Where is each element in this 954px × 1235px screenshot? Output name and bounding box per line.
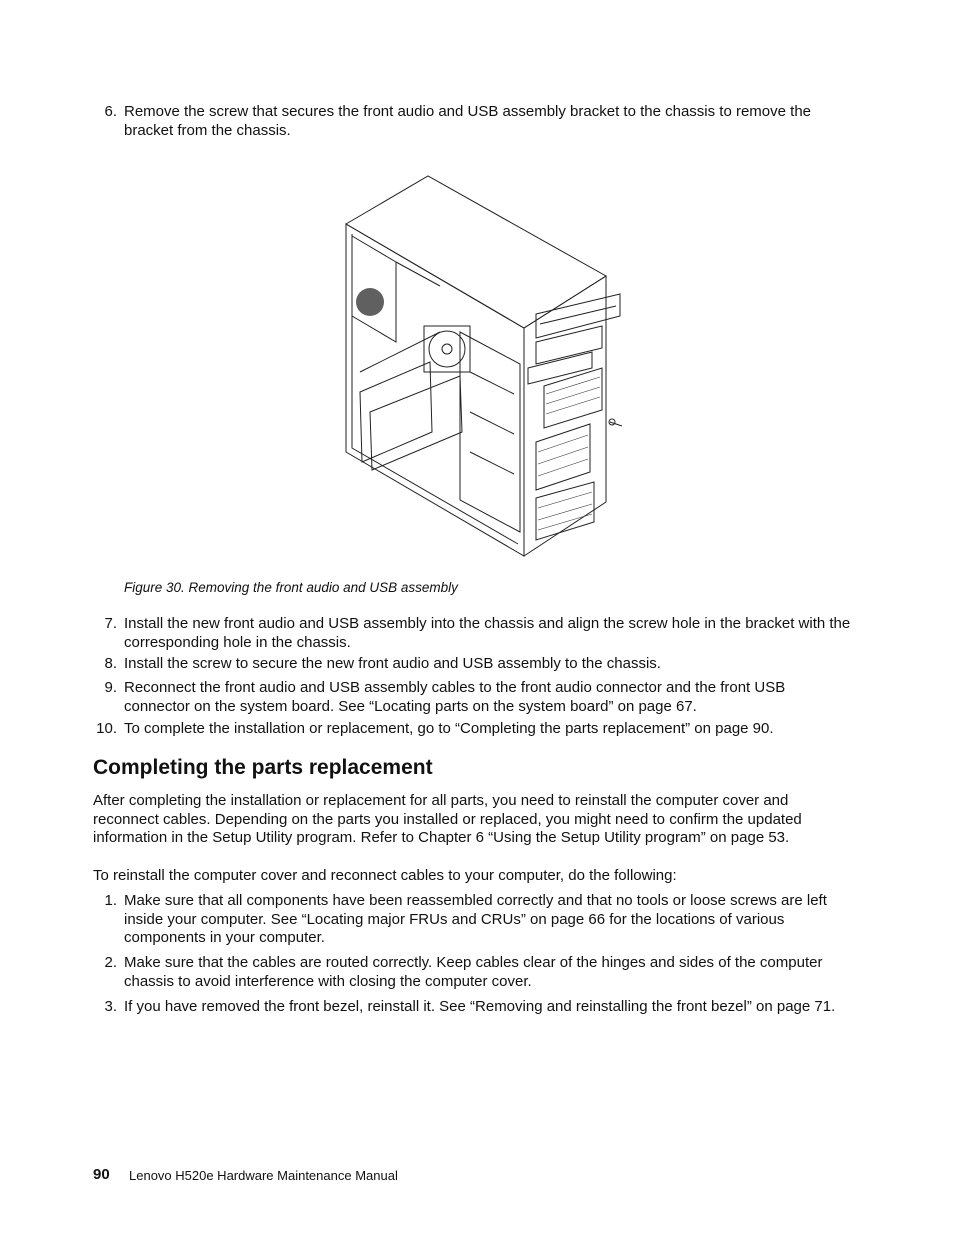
step-number: 8.	[104, 655, 117, 672]
step-number: 3.	[104, 998, 117, 1015]
page-number: 90	[93, 1166, 110, 1183]
step-number: 1.	[104, 892, 117, 909]
step-text: To complete the installation or replacement, go to “Completing the parts replacement” on page 90.	[124, 720, 774, 737]
section-heading: Completing the parts replacement	[93, 756, 433, 779]
reinstall-step-3	[93, 998, 853, 1017]
step-number: 6.	[104, 103, 117, 120]
manual-title: Lenovo H520e Hardware Maintenance Manual	[129, 1168, 398, 1183]
step-text: Reconnect the front audio and USB assembly cables to the front audio connector and the front USB connector on the system board. See “Locating parts on the system board” on page 67.	[124, 679, 786, 715]
step-text: Remove the screw that secures the front audio and USB assembly bracket to the chassis to remove the bracket from the chassis.	[124, 103, 812, 139]
step-8	[93, 655, 853, 674]
step-9	[93, 679, 853, 716]
step-number: 9.	[104, 679, 117, 696]
step-number: 7.	[104, 615, 117, 632]
step-text: Make sure that the cables are routed correctly. Keep cables clear of the hinges and sides of the computer chassis to avoid interference with closing the computer cover.	[124, 954, 823, 990]
section-lead: To reinstall the computer cover and reconnect cables to your computer, do the following:	[93, 867, 677, 884]
step-text: If you have removed the front bezel, reinstall it. See “Removing and reinstalling the front bezel” on page 71.	[124, 998, 836, 1015]
step-text: Install the new front audio and USB assembly into the chassis and align the screw hole in the bracket with the corresponding hole in the chassis.	[124, 615, 851, 651]
step-6	[93, 103, 853, 140]
step-number: 2.	[104, 954, 117, 971]
step-number: 10.	[96, 720, 117, 737]
step-10	[93, 720, 853, 739]
reinstall-step-1	[93, 892, 853, 948]
step-text: Make sure that all components have been reassembled correctly and that no tools or loose screws are left inside your computer. See “Locating major FRUs and CRUs” on page 66 for the locations of various components in your computer.	[124, 892, 827, 946]
figure-caption: Figure 30. Removing the front audio and USB assembly	[124, 580, 458, 595]
chassis-illustration	[340, 172, 630, 562]
reinstall-step-2	[93, 954, 853, 991]
step-text: Install the screw to secure the new front audio and USB assembly to the chassis.	[124, 655, 661, 672]
section-intro: After completing the installation or replacement for all parts, you need to reinstall the computer cover and reconnect cables. Depending on the parts you installed or replaced, you might need to confirm the updated information in the Setup Utility program. Refer to Chapter 6 “Using the Setup Utility program” on page 53.	[93, 792, 802, 846]
step-7	[93, 615, 853, 652]
